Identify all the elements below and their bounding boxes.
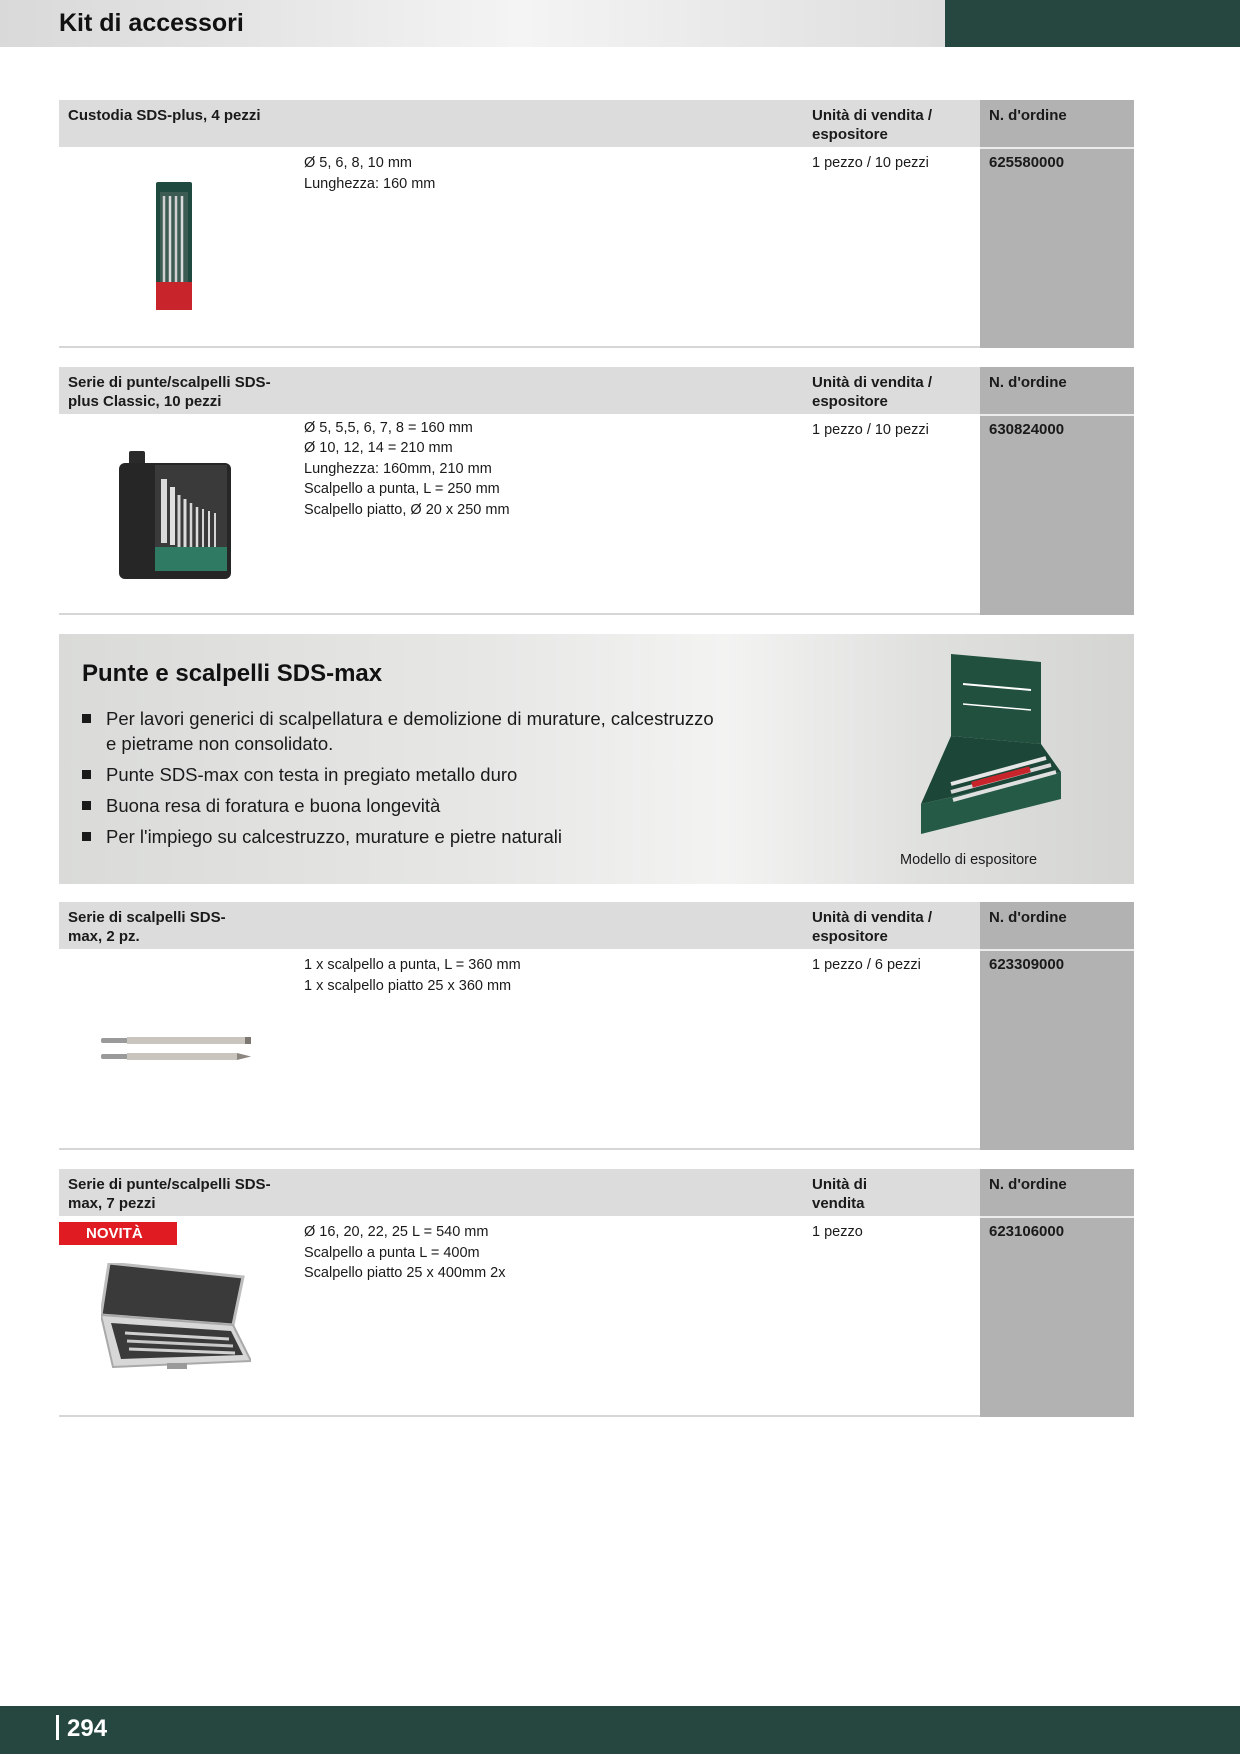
feature-bullets [82, 706, 722, 855]
product-block [59, 902, 1134, 1150]
product-specs [304, 420, 510, 520]
unit-header: Unità di vendita / espositore [812, 909, 933, 945]
order-header: N. d'ordine [989, 909, 1067, 926]
order-column [980, 367, 1134, 615]
product-specs [304, 1222, 506, 1284]
display-stand-image [911, 654, 1071, 844]
sales-unit: 1 pezzo / 6 pezzi [812, 957, 921, 973]
chisel-set-image [101, 1034, 251, 1066]
spec-line: Scalpello a punta L = 400m [304, 1244, 480, 1261]
order-column [980, 902, 1134, 1150]
order-number: 630824000 [989, 421, 1065, 438]
footer-bar [0, 1706, 1240, 1754]
spec-line: 1 x scalpello piatto 25 x 360 mm [304, 977, 512, 994]
feature-bullet: Punte SDS-max con testa in pregiato metallo duro [82, 762, 722, 787]
feature-panel [59, 634, 1134, 884]
drill-bit-roll-pouch-image [119, 451, 231, 579]
product-divider [59, 1415, 980, 1417]
product-divider [59, 346, 980, 348]
feature-bullet: Per lavori generici di scalpellatura e demolizione di murature, calcestruzzo e pietrame non consolidato. [82, 706, 722, 756]
spec-line: Scalpello a punta, L = 250 mm [304, 481, 500, 497]
square-bullet-icon [82, 770, 91, 779]
unit-header: Unità di vendita / espositore [812, 107, 933, 143]
drill-bit-case-image [154, 182, 194, 310]
product-divider [59, 613, 980, 615]
square-bullet-icon [82, 832, 91, 841]
order-header: N. d'ordine [989, 107, 1067, 124]
spec-line: 1 x scalpello a punta, L = 360 mm [304, 957, 521, 973]
aluminium-case-image [101, 1263, 251, 1371]
order-header: N. d'ordine [989, 1176, 1067, 1193]
order-number: 623106000 [989, 1223, 1065, 1240]
unit-header: Unità di vendita / espositore [812, 374, 933, 410]
spec-line: Lunghezza: 160mm, 210 mm [304, 460, 492, 477]
image-caption: Modello di espositore [900, 852, 1038, 868]
feature-bullet: Per l'impiego su calcestruzzo, murature e pietre naturali [82, 824, 722, 849]
order-number: 625580000 [989, 154, 1065, 171]
product-block [59, 100, 1134, 348]
product-specs [304, 153, 435, 194]
square-bullet-icon [82, 801, 91, 810]
feature-bullet: Buona resa di foratura e buona longevità [82, 793, 722, 818]
sales-unit: 1 pezzo [812, 1224, 863, 1240]
spec-line: Ø 5, 6, 8, 10 mm [304, 155, 412, 171]
order-column [980, 1169, 1134, 1417]
spec-line: Scalpello piatto 25 x 400mm 2x [304, 1265, 506, 1281]
spec-line: Ø 5, 5,5, 6, 7, 8 = 160 mm [304, 420, 473, 436]
feature-title: Punte e scalpelli SDS-max [82, 660, 383, 687]
unit-header: Unità di vendita [812, 1176, 867, 1212]
spec-line: Lunghezza: 160 mm [304, 175, 436, 192]
order-number: 623309000 [989, 956, 1065, 973]
product-name: Serie di punte/scalpelli SDS-plus Classic, 10 pezzi [68, 374, 271, 410]
product-block [59, 1169, 1134, 1417]
page-number: 294 [56, 1715, 107, 1743]
sales-unit: 1 pezzo / 10 pezzi [812, 422, 929, 438]
spec-line: Scalpello piatto, Ø 20 x 250 mm [304, 501, 510, 518]
page-title: Kit di accessori [59, 9, 244, 37]
new-badge: NOVITÀ [59, 1222, 177, 1245]
divider-bar [56, 1715, 59, 1740]
spec-line: Ø 10, 12, 14 = 210 mm [304, 439, 453, 456]
header-accent [945, 0, 1240, 47]
order-column [980, 100, 1134, 348]
spec-line: Ø 16, 20, 22, 25 L = 540 mm [304, 1224, 489, 1240]
order-header: N. d'ordine [989, 374, 1067, 391]
product-specs [304, 955, 521, 996]
product-name: Serie di punte/scalpelli SDS-max, 7 pezzi [68, 1176, 271, 1212]
product-block [59, 367, 1134, 615]
product-divider [59, 1148, 980, 1150]
product-name: Custodia SDS-plus, 4 pezzi [68, 107, 261, 124]
square-bullet-icon [82, 714, 91, 723]
sales-unit: 1 pezzo / 10 pezzi [812, 155, 929, 171]
product-name: Serie di scalpelli SDS-max, 2 pz. [68, 909, 226, 945]
